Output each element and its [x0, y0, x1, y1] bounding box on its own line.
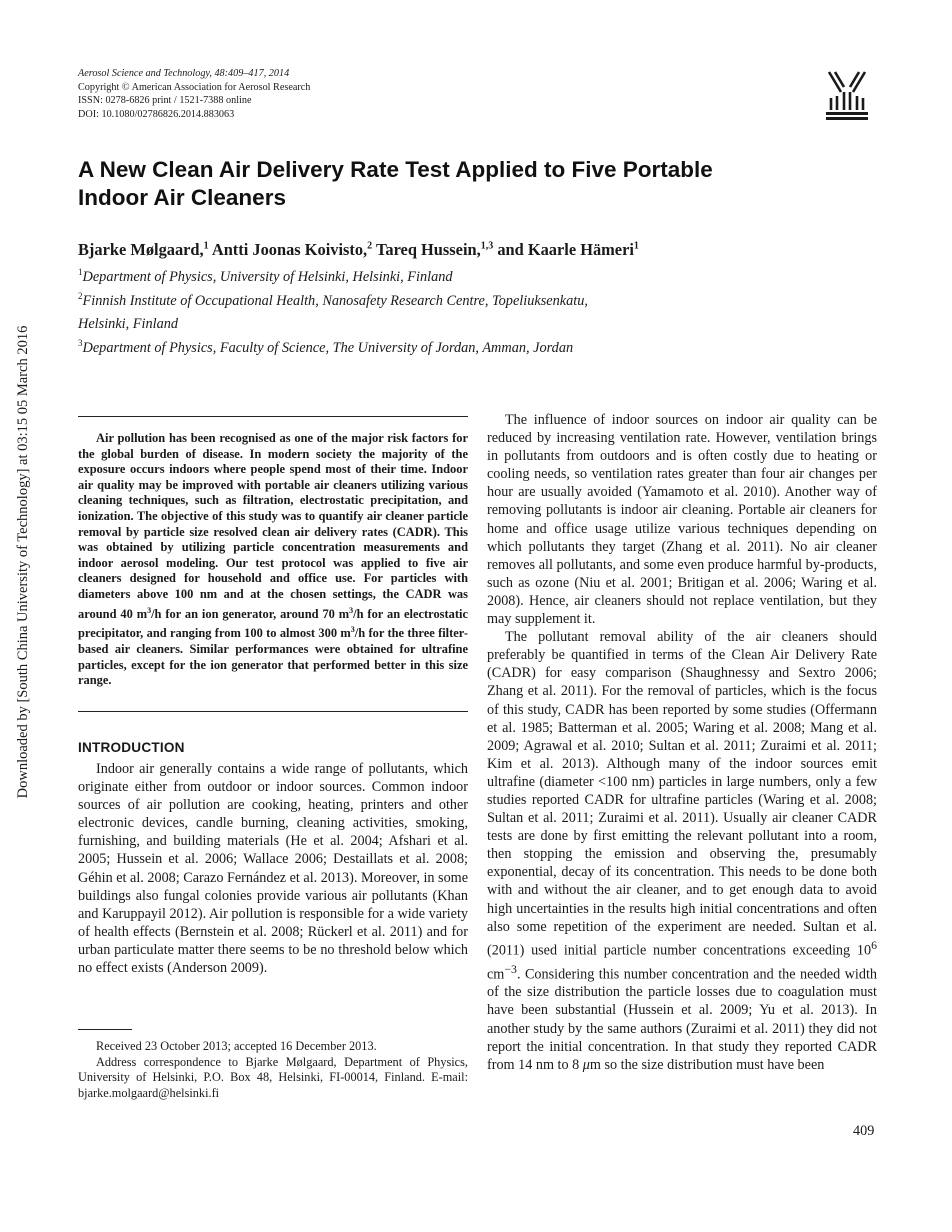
affiliations: [78, 263, 798, 357]
abstract-bottom-rule: [78, 711, 468, 712]
affiliation-line: Helsinki, Finland: [78, 315, 179, 332]
title-line-2: Indoor Air Cleaners: [78, 185, 286, 210]
body-column-right: [487, 411, 877, 1074]
paper-title: [78, 156, 818, 212]
intro-column-left: [78, 760, 468, 977]
doi-line: DOI: 10.1080/02786826.2014.883063: [78, 109, 235, 121]
title-line-1: A New Clean Air Delivery Rate Test Applied to Five Portable: [78, 157, 713, 182]
author-name: Antti Joonas Koivisto,: [211, 240, 368, 259]
footnote-rule: [78, 1029, 132, 1030]
affiliation-line: $^3$Department of Physics, Faculty of Science, The University of Jordan, Amman, Jordan: [78, 337, 574, 356]
author-list: [78, 240, 639, 260]
affiliation-line: $^2$Finnish Institute of Occupational Health, Nanosafety Research Centre, Topeliuksenkatu,: [78, 290, 588, 309]
journal-header: [78, 67, 310, 122]
footnotes: [78, 1039, 468, 1101]
footnote-address: Address correspondence to Bjarke Mølgaard, Department of Physics, University of Helsinki, P.O. Box 48, Helsinki, FI-00014, Finland. E-mail: bjarke.molgaard@helsinki.fi: [78, 1054, 468, 1100]
footnote-received: Received 23 October 2013; accepted 16 December 2013.: [96, 1039, 377, 1053]
author-name: and Kaarle Hämeri: [497, 240, 634, 259]
abstract: Air pollution has been recognised as one of the major risk factors for the global burden of disease. In modern society the majority of the exposure occurs indoors where people spend most of their time. Indoor air quality may be improved with portable air cleaners utilizing various cleaning techniques, such as filtration, electrostatic precipitation, and ionization. The objective of this study was to quantify air cleaner particle removal by particle size resolved clean air delivery rates (CADR). This was obtained by utilizing particle concentration measurements and indoor aerosol modeling. Our test protocol was applied to five air cleaners designed for household and office use. For particles with diameters above 100 nm and at the chosen settings, the CADR was around 40 $m^3/h$ for an ion generator, around 70 $m^3/h$ for an electrostatic precipitator, and ranging from 100 to almost 300 $m^3/h$ for the three filter-based air cleaners. Similar performances were obtained for ultrafine particles, except for the ion generator that performed better in this size range.: [78, 431, 468, 688]
author-affil-mark: 1: [633, 240, 639, 252]
paragraph: Indoor air generally contains a wide range of pollutants, which originate either from outdoor or indoor sources. Common indoor sources of air pollution are cooking, heating, printers and other electronic devices, candle burning, cleaning activities, smoking, furnishing, and building materials (He et al. 2004; Afshari et al. 2005; Hussein et al. 2006; Wallace 2006; Destaillats et al. 2008; Géhin et al. 2008; Carazo Fernández et al. 2013). Moreover, in some buildings also fungal colonies provide various air pollutants (Khan and Karuppayil 2012). Air pollution is responsible for a wide variety of health effects (Bernstein et al. 2008; Rückerl et al. 2011) and for urban particulate matter there seems to be no threshold below which no effect exists (Anderson 2009).: [78, 761, 468, 977]
author-name: Tareq Hussein,: [375, 240, 481, 259]
paragraph: The pollutant removal ability of the air cleaners should preferably be quantified in terms of the Clean Air Delivery Rate (CADR) for easy comparison (Shaughnessy and Sextro 2006; Zhang et al. 2011). For the removal of particles, which is the focus of this study, CADR has been reported by some studies (Offermann et al. 1985; Batterman et al. 2005; Waring et al. 2008; Mang et al. 2009; Agrawal et al. 2010; Sultan et al. 2011; Zuraimi et al. 2011; Kim et al. 2013). Although many of the indoor sources emit ultrafine (diameter <100 nm) particles in large numbers, only a few studies reported CADR for ultrafine particles (Waring et al. 2008; Sultan et al. 2011; Zuraimi et al. 2011). Usually air cleaner CADR tests are done by first emitting the relevant pollutant into a room, then stopping the emission and observing the, presumably exponential, decay of its concentration. This needs to be done both with and without the air cleaner, and to get enough data to avoid high uncertainties in the results high initial concentrations and often also some repetition of the experiment are needed. Sultan et al. (2011) used initial particle number concentrations exceeding $10^6$ $cm^{-3}$. Considering this number concentration and the needed width of the size distribution the particle losses due to coagulation must have been substantial (Hussein et al. 2009; Yu et al. 2013). In another study by the same authors (Zuraimi et al. 2011) they did not report the initial concentration. In that study they reported CADR from 14 nm to 8 μm so the size distribution must have been: [487, 629, 877, 1073]
page-number: 409: [853, 1123, 875, 1139]
abstract-top-rule: [78, 416, 468, 417]
publisher-logo-icon: [824, 70, 870, 122]
author-affil-mark: 1: [203, 240, 209, 252]
author-affil-mark: 1,3: [480, 240, 494, 252]
author-name: Bjarke Mølgaard,: [78, 240, 204, 259]
author-affil-mark: 2: [367, 240, 373, 252]
affiliation-line: $^1$Department of Physics, University of Helsinki, Helsinki, Finland: [78, 267, 453, 285]
section-heading-introduction: INTRODUCTION: [78, 740, 185, 755]
issn-line: ISSN: 0278-6826 print / 1521-7388 online: [78, 95, 252, 107]
paragraph: The influence of indoor sources on indoor air quality can be reduced by increasing ventilation rate. However, ventilation brings in pollutants from outdoors and is often costly due to heating or cooling needs, so ventilation rates greater than four air changes per hour are usually avoided (Yamamoto et al. 2010). Another way of removing pollutants is indoor air cleaning. Portable air cleaners for home and office usage utilize various techniques depending on which pollutants they target (Zhang et al. 2011). No air cleaner removes all pollutants, and some even produce harmful by-products, such as ozone (Niu et al. 2001; Britigan et al. 2006; Waring et al. 2008). Hence, air cleaners should not replace ventilation, but they may supplement it.: [487, 412, 877, 628]
download-notice: Downloaded by [South China University of Technology] at 03:15 05 March 2016: [15, 325, 31, 799]
copyright-line: Copyright © American Association for Aerosol Research: [78, 81, 311, 93]
journal-citation: Aerosol Science and Technology, 48:409–417, 2014: [78, 68, 290, 79]
